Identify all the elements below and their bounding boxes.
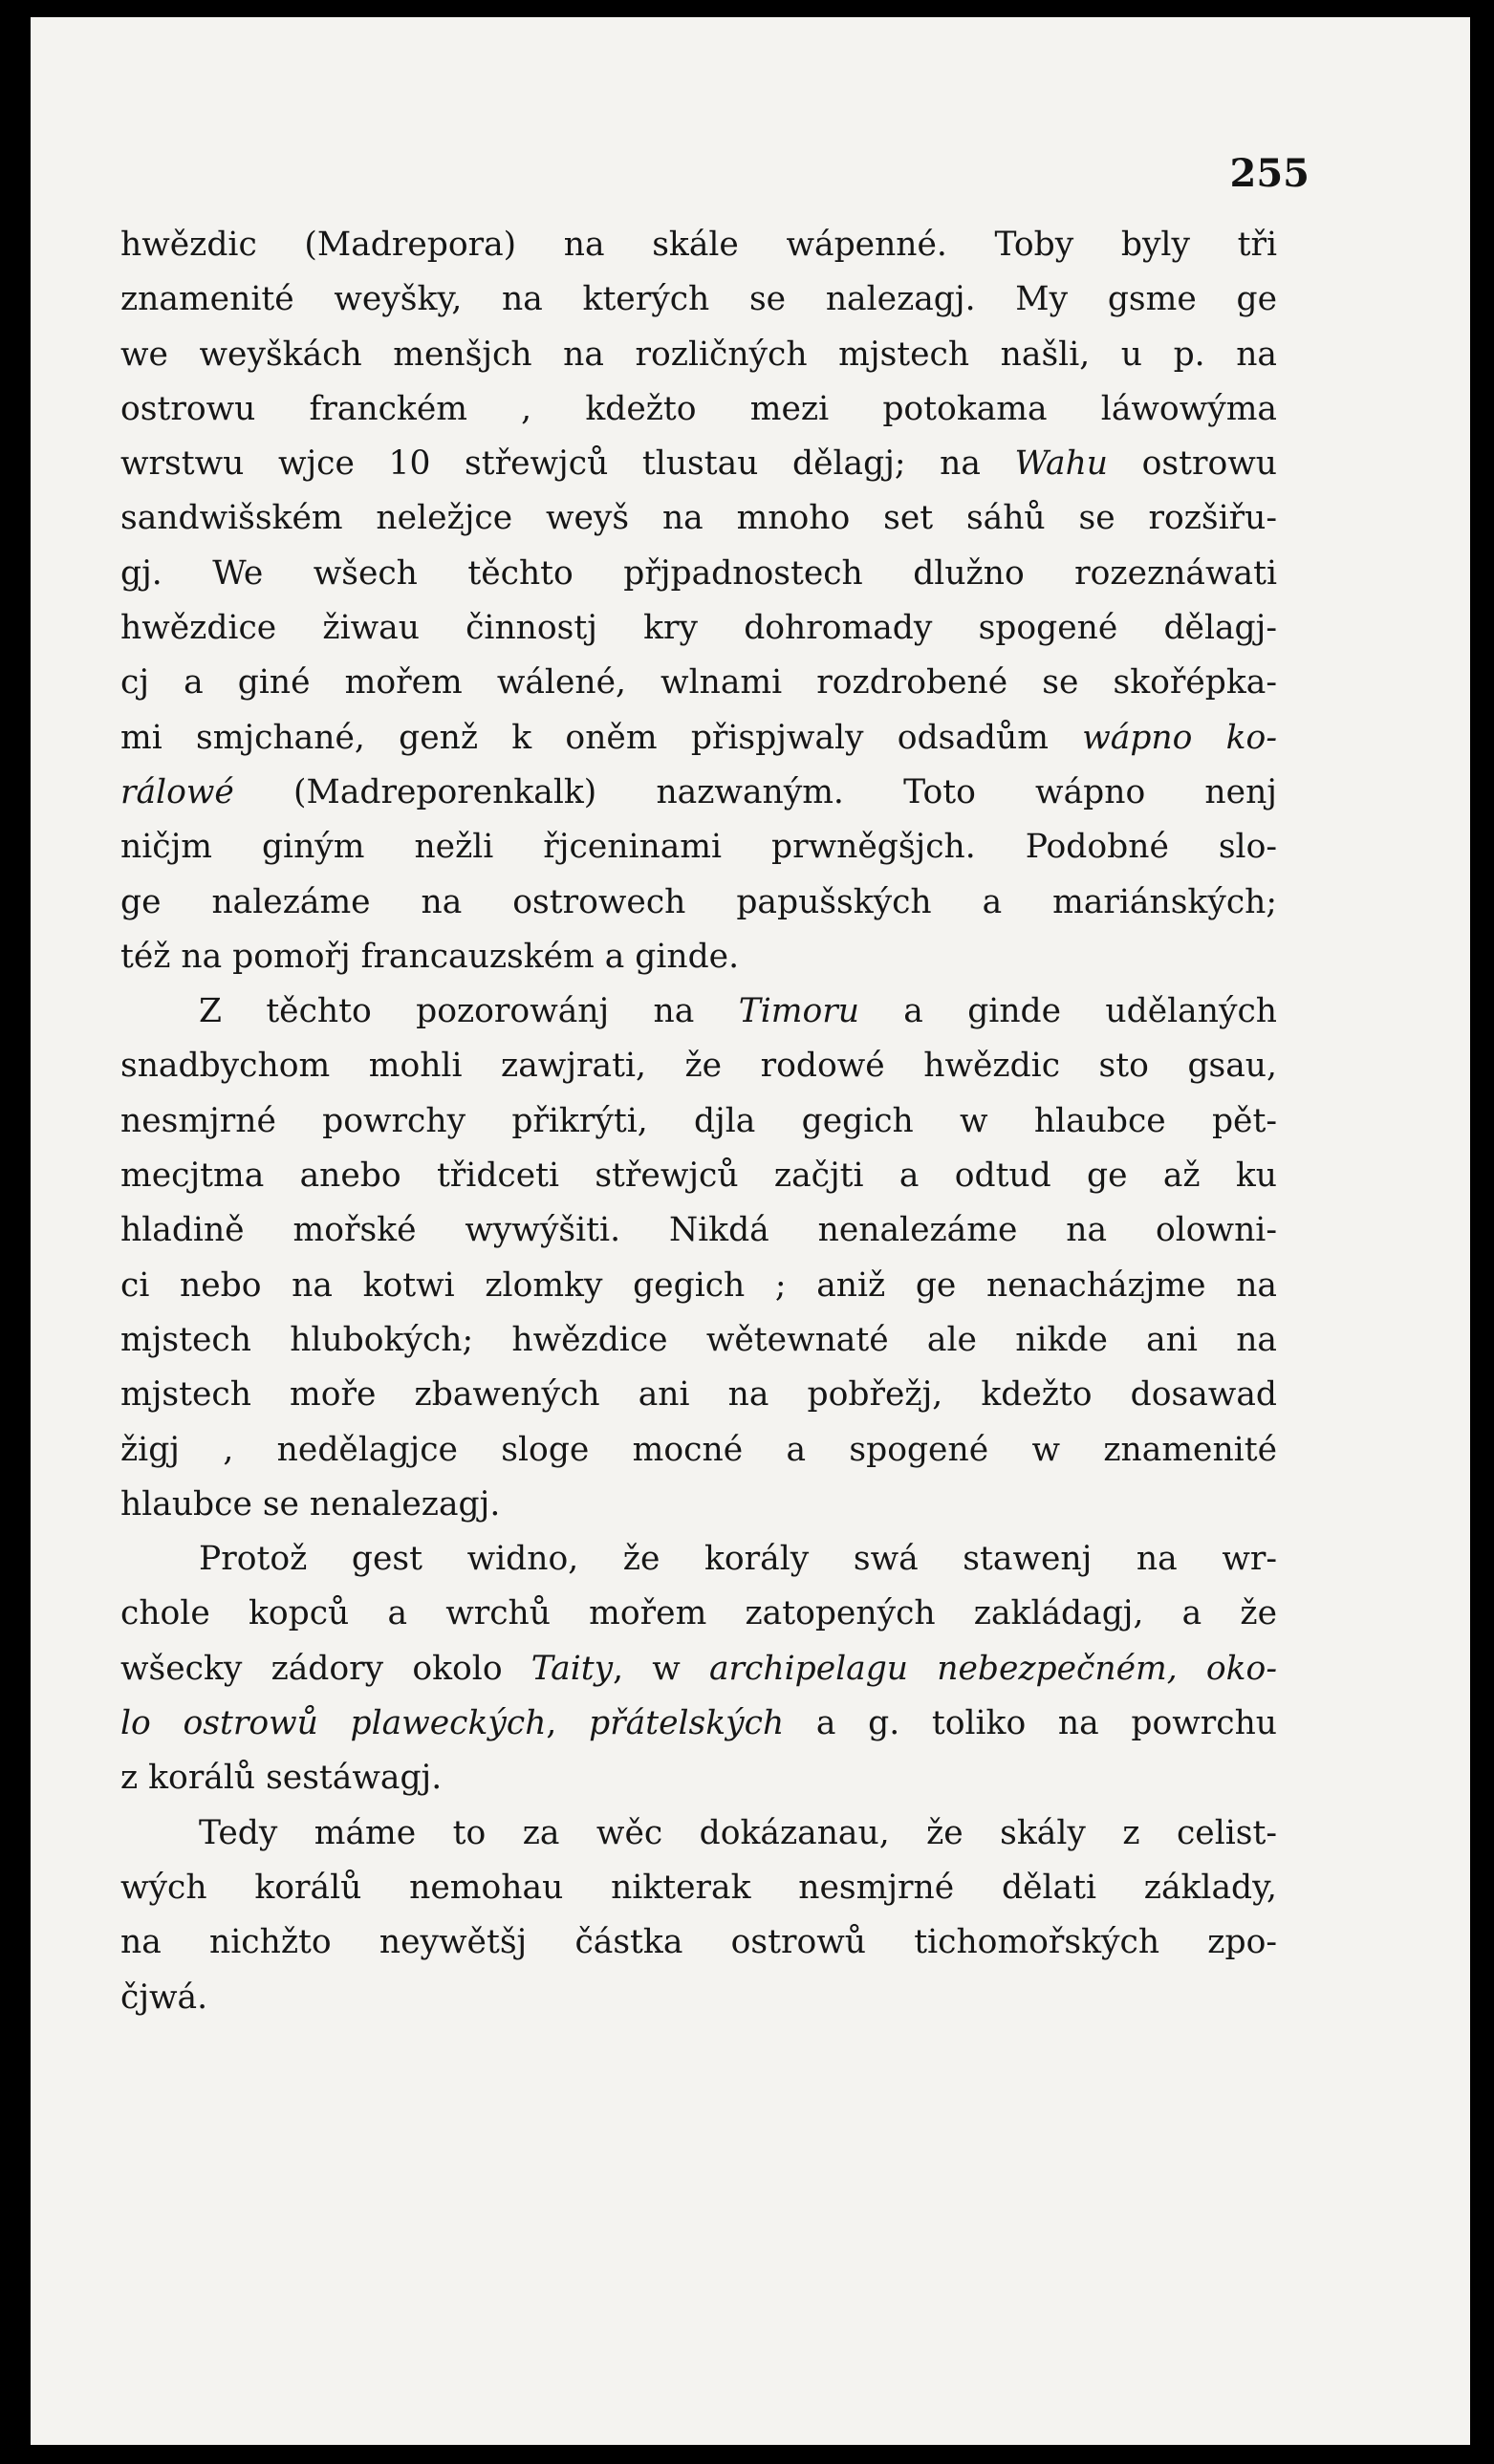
text-run: ničjm giným nežli řjceninami prwněgšjch. Podobné slo- (120, 828, 1277, 867)
text-run: hwězdic (Madrepora) na skále wápenné. Toby byly tři (120, 226, 1277, 264)
text-line (120, 1971, 1277, 2025)
text-run: ostrowu franckém , kdežto mezi potokama láwowýma (120, 389, 1277, 428)
text-line (120, 601, 1277, 656)
text-run: a ginde udělaných (858, 992, 1277, 1031)
text-line (120, 711, 1277, 766)
text-run: mi smjchané, genž k oněm přispjwaly odsadům (120, 718, 1083, 757)
text-line (120, 930, 1277, 984)
text-run: wšecky zádory okolo (120, 1649, 531, 1688)
text-run: ge nalezáme na ostrowech papušských a mariánských; (120, 882, 1277, 921)
text-run: hlaubce se nenalezagj. (120, 1484, 501, 1524)
text-run: mecjtma anebo třidceti střewjců začjti a odtud ge až ku (120, 1156, 1277, 1196)
text-line (120, 1313, 1277, 1368)
text-run: na nichžto neywětšj částka ostrowů tichomořských zpo- (120, 1923, 1277, 1962)
text-run: žigj , nedělagjce sloge mocné a spogené w znamenité (120, 1430, 1277, 1469)
text-run: snadbychom mohli zawjrati, že rodowé hwězdic sto gsau, (120, 1047, 1277, 1086)
text-line (120, 437, 1277, 491)
text-line (120, 1478, 1277, 1532)
text-run: we weyškách menšjch na rozličných mjstech našli, u p. na (120, 335, 1277, 374)
text-run: Tedy máme to za wěc dokázanau, že skály z celist- (199, 1813, 1277, 1852)
text-line (120, 1368, 1277, 1422)
italic-text: Wahu (1014, 444, 1109, 484)
text-run: a g. toliko na powrchu (784, 1704, 1278, 1743)
text-run: hladině mořské wywýšiti. Nikdá nenalezáme na olowni- (120, 1211, 1277, 1250)
text-line (120, 875, 1277, 930)
italic-text: lo ostrowů plaweckých (120, 1704, 547, 1743)
text-run: Z těchto pozorowánj na (199, 992, 739, 1031)
text-line (120, 1697, 1277, 1751)
text-line (120, 1259, 1277, 1313)
body-text (120, 218, 1277, 2025)
text-line (120, 1751, 1277, 1805)
text-run: wých korálů nemohau nikterak nesmjrné dělati základy, (120, 1868, 1277, 1907)
italic-text: rálowé (120, 772, 234, 811)
text-line (120, 1806, 1277, 1861)
text-run: ostrowu (1108, 444, 1277, 484)
paragraph (120, 984, 1277, 1532)
text-run: nesmjrné powrchy přikrýti, djla gegich w hlaubce pět- (120, 1101, 1277, 1140)
paragraph (120, 1532, 1277, 1805)
text-line (120, 1094, 1277, 1149)
book-page (31, 17, 1470, 2445)
text-line (120, 547, 1277, 601)
text-line (120, 328, 1277, 382)
text-line (120, 1915, 1277, 1970)
text-line (120, 1423, 1277, 1478)
text-run: Protož gest widno, že korály swá stawenj na wr- (199, 1540, 1277, 1579)
text-run: z korálů sestáwagj. (120, 1759, 443, 1798)
italic-text: Timoru (738, 992, 859, 1031)
paragraph (120, 1806, 1277, 2025)
text-line (120, 1039, 1277, 1093)
text-line (120, 820, 1277, 875)
italic-text: wápno ko- (1082, 718, 1277, 757)
text-run: mjstech moře zbawených ani na pobřežj, kdežto dosawad (120, 1375, 1277, 1415)
text-run: chole kopců a wrchů mořem zatopených zakládagj, a že (120, 1594, 1277, 1633)
text-run: , (546, 1704, 590, 1743)
text-run: cj a giné mořem wálené, wlnami rozdrobené se skořépka- (120, 663, 1277, 702)
text-line (120, 1149, 1277, 1203)
paragraph (120, 218, 1277, 984)
italic-text: Taity (530, 1649, 614, 1688)
text-line (120, 1642, 1277, 1697)
text-line (120, 1203, 1277, 1258)
text-line (120, 272, 1277, 327)
text-run: , w (613, 1649, 709, 1688)
page-number: 255 (1229, 151, 1310, 196)
text-run: hwězdice žiwau činnostj kry dohromady spogené dělagj- (120, 609, 1277, 648)
text-line (120, 218, 1277, 272)
text-line (120, 382, 1277, 437)
text-run: znamenité weyšky, na kterých se nalezagj. My gsme ge (120, 280, 1277, 319)
italic-text: archipelagu nebezpečném, oko- (708, 1649, 1277, 1688)
text-line (120, 491, 1277, 546)
text-run: sandwišském neležjce weyš na mnoho set sáhů se rozšiřu- (120, 499, 1277, 538)
text-run: gj. We wšech těchto přjpadnostech dlužno rozeznáwati (120, 553, 1277, 593)
text-line (120, 984, 1277, 1039)
text-line (120, 656, 1277, 710)
text-line (120, 1587, 1277, 1641)
text-run: (Madreporenkalk) nazwaným. Toto wápno nenj (233, 772, 1277, 811)
text-run: též na pomořj francauzském a ginde. (120, 937, 740, 976)
text-line (120, 1532, 1277, 1587)
text-line (120, 1861, 1277, 1915)
text-run: ci nebo na kotwi zlomky gegich ; aniž ge nenacházjme na (120, 1265, 1277, 1305)
text-run: mjstech hlubokých; hwězdice wětewnaté ale nikde ani na (120, 1320, 1277, 1359)
text-run: wrstwu wjce 10 střewjců tlustau dělagj; na (120, 444, 1015, 484)
italic-text: přátelských (589, 1704, 785, 1743)
text-line (120, 766, 1277, 820)
text-run: čjwá. (120, 1978, 208, 2017)
